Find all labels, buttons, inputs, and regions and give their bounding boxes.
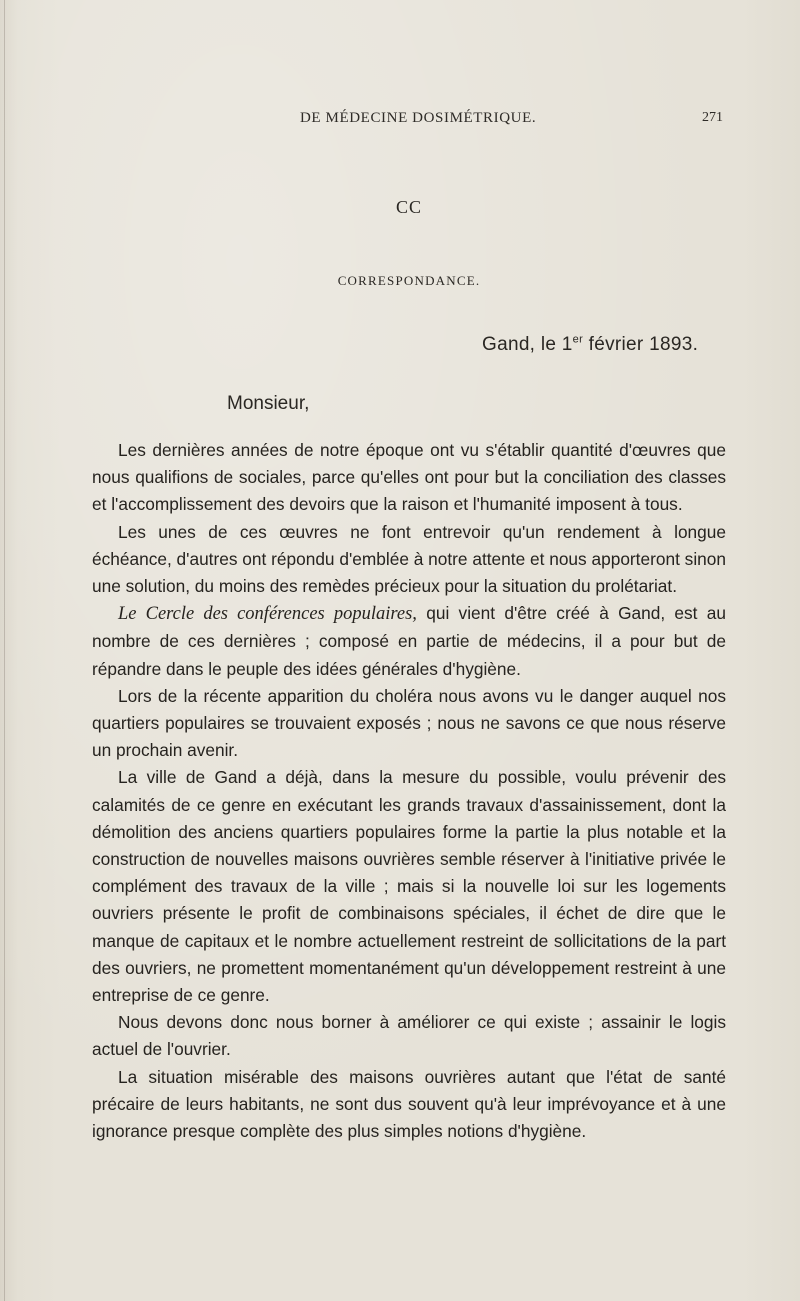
page-edge-shadow bbox=[4, 0, 5, 1301]
paragraph-4: Lors de la récente apparition du choléra nous avons vu le danger auquel nos quartiers populaires se trouvaient exposés ; nous ne savons ce que nous réserve un prochain avenir. bbox=[92, 685, 726, 761]
date-suffix: février 1893. bbox=[583, 334, 699, 355]
letter-salutation: Monsieur, bbox=[227, 393, 310, 414]
letter-dateline bbox=[482, 334, 698, 356]
letter-body bbox=[92, 437, 726, 1145]
paragraph-7: La situation misérable des maisons ouvrières autant que l'état de santé précaire de leurs habitants, ne sont dus souvent qu'à leur imprévoyance et à une ignorance presque complète des plus simples notions d'hygiène. bbox=[92, 1066, 726, 1142]
paragraph-3-italic-lead: Le Cercle des conférences populaires, bbox=[118, 604, 417, 625]
paragraph-3-text: qui vient d'être créé à Gand, est au nombre de ces dernières ; composé en partie de médecins, il a pour but de répandre dans le peuple des idées générales d'hygiène. bbox=[92, 603, 726, 679]
paragraph-5: La ville de Gand a déjà, dans la mesure du possible, voulu prévenir des calamités de ce genre en exécutant les grands travaux d'assainissement, dont la démolition des anciens quartiers populaires forme la partie la plus notable et la construction de nouvelles maisons ouvrières semble réserver à l'initiative privée le complément des travaux de la ville ; mais si la nouvelle loi sur les logements ouvriers présente le profit de combinaisons spéciales, il échet de dire que le manque de capitaux et le nombre actuellement restreint de sollicitations de la part des ouvriers, ne promettent momentanément qu'un développement restreint à une entreprise de ce genre. bbox=[92, 767, 726, 1006]
running-title: DE MÉDECINE DOSIMÉTRIQUE. bbox=[300, 110, 537, 126]
section-number: CC bbox=[395, 197, 422, 217]
running-head bbox=[0, 110, 800, 130]
paragraph-2: Les unes de ces œuvres ne font entrevoir qu'un rendement à longue échéance, d'autres ont répondu d'emblée à notre attente et nous apporteront sinon une solution, du moins des remèdes précieux pour la situation du prolétariat. bbox=[92, 521, 726, 597]
date-prefix: Gand, le 1 bbox=[482, 334, 573, 355]
paragraph-1: Les dernières années de notre époque ont vu s'établir quantité d'œuvres que nous qualifions de sociales, parce qu'elles ont pour but la conciliation des classes et l'accomplissement des devoirs que la raison et l'humanité imposent à tous. bbox=[92, 440, 726, 515]
page-number: 271 bbox=[702, 110, 723, 125]
section-title: CORRESPONDANCE. bbox=[337, 273, 481, 288]
date-superscript: er bbox=[572, 333, 584, 346]
paragraph-3 bbox=[92, 600, 726, 683]
paragraph-6: Nous devons donc nous borner à améliorer ce qui existe ; assainir le logis actuel de l'ouvrier. bbox=[92, 1012, 726, 1060]
